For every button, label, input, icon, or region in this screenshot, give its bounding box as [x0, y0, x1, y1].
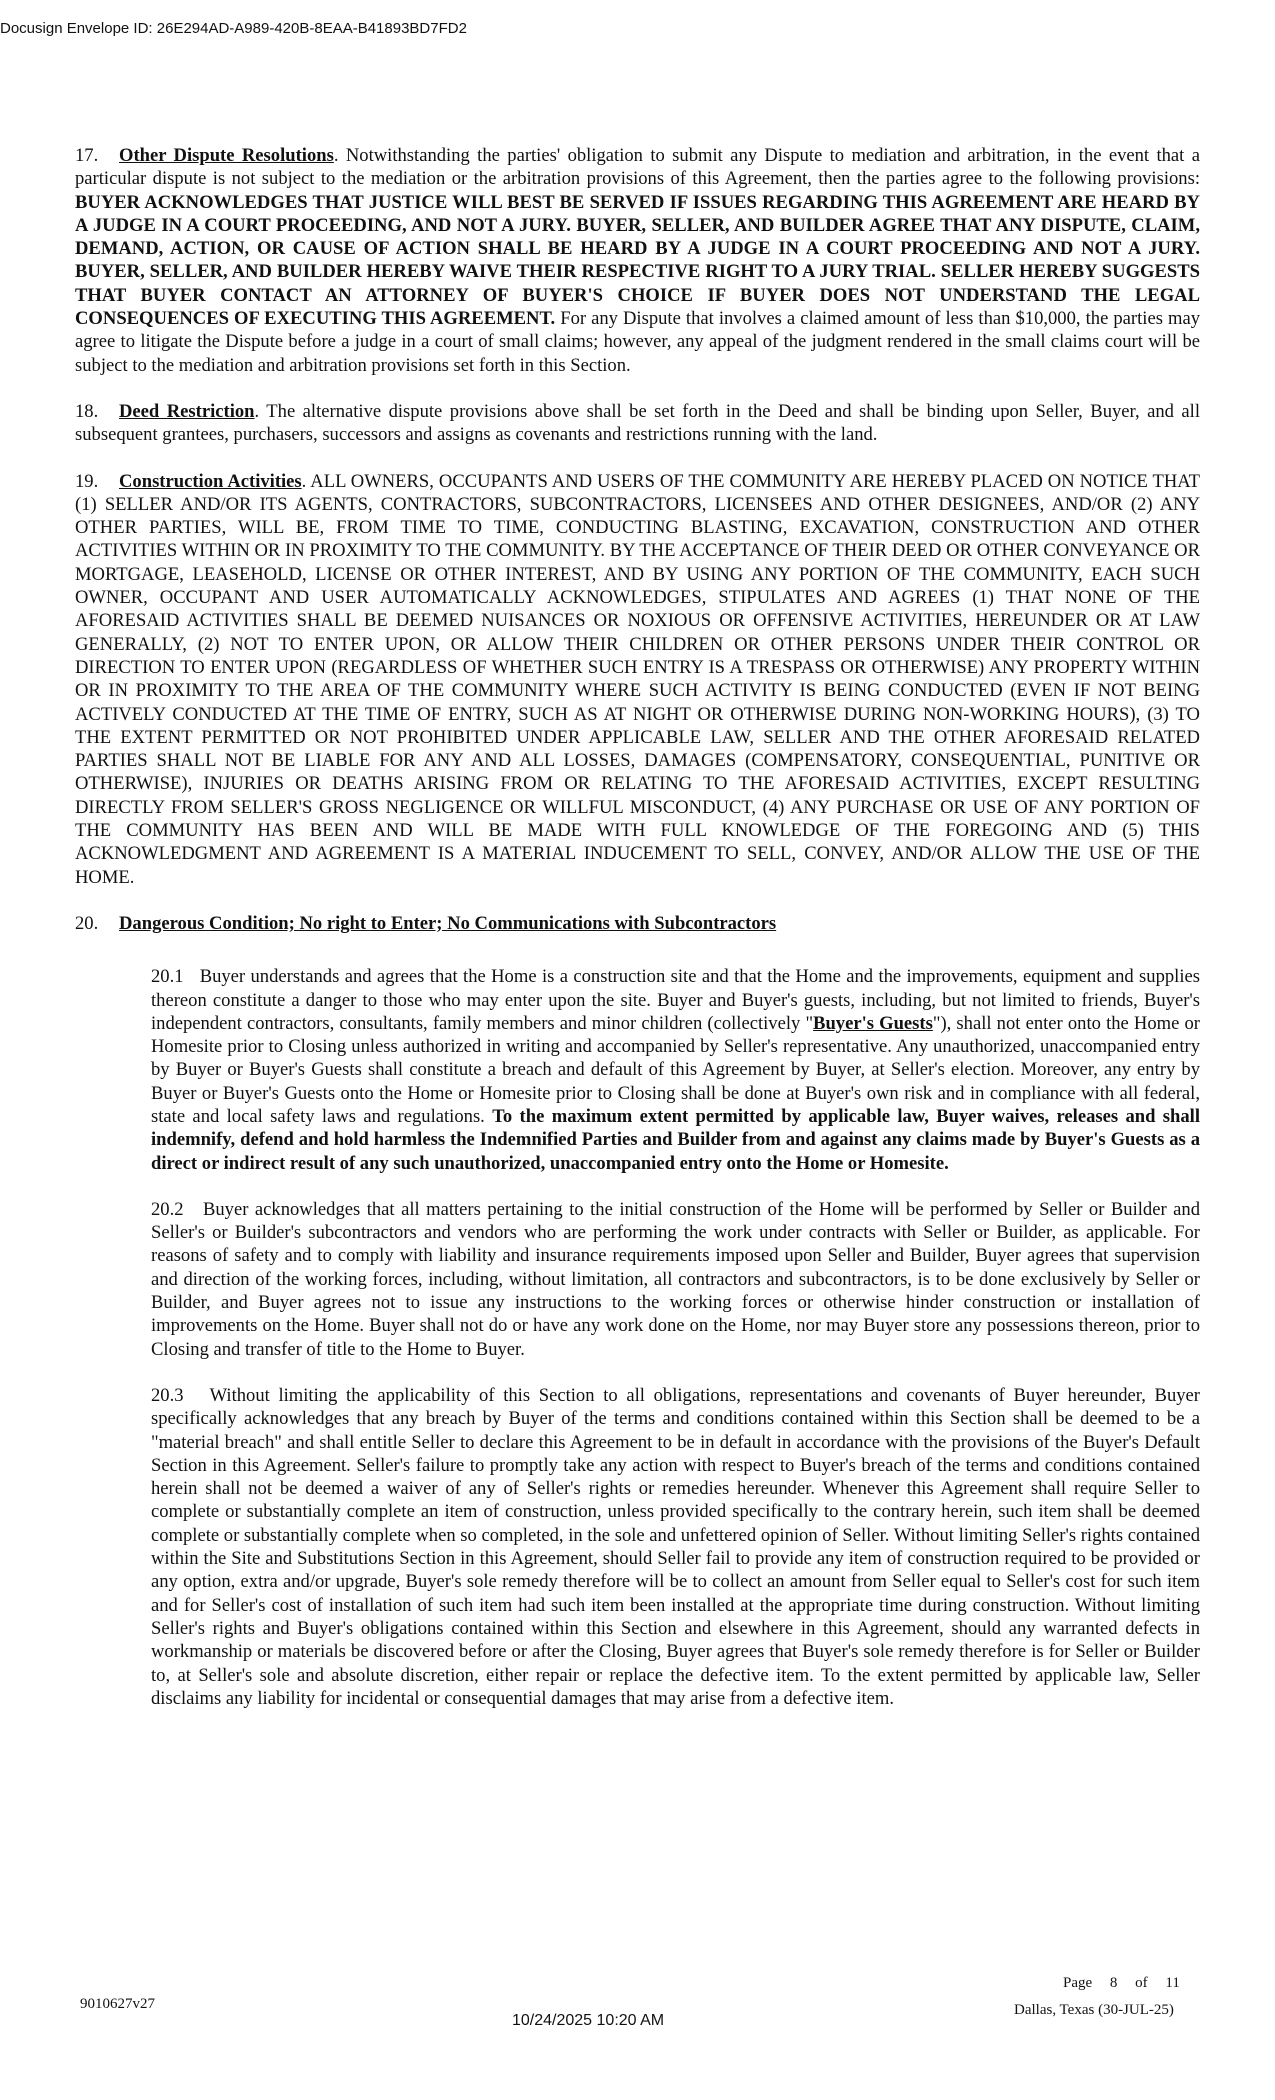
section-number: 19. [75, 470, 99, 492]
subsection-text: "), shall not enter onto the Home or Homesite prior to Closing unless authorized in writing and accompanied by Seller's representative. Any unauthorized, unaccompanied entry by Buyer or Buyer's Guests shall constitute a breach and default of this Agreement by Buyer, at Seller's election. Moreover, any entry by Buyer or Buyer's Guests onto the Home or Homesite prior to Closing shall be done at Buyer's own risk and in compliance with all federal, state and local safety laws and regulations. [151, 1012, 1200, 1127]
subsection-text: Without limiting the applicability of this Section to all obligations, representations and covenants of Buyer hereunder, Buyer specifically acknowledges that any breach by Buyer of the terms and conditions contained within this Section shall be deemed to be a "material breach" and shall entitle Seller to declare this Agreement to be in default in accordance with the provisions of the Buyer's Default Section in this Agreement. Seller's failure to promptly take any action with respect to Buyer's breach of the terms and conditions contained herein shall not be deemed a waiver of any of Seller's rights or remedies hereunder. Whenever this Agreement shall require Seller to complete or substantially complete an item of construction, unless provided specifically to the contrary herein, such item shall be deemed complete or substantially complete when so completed, in the sole and unfettered opinion of Seller. Without limiting Seller's rights contained within the Site and Substitutions Section in this Agreement, should Seller fail to provide any item of construction required to be provided or any option, extra and/or upgrade, Buyer's sole remedy therefore will be to collect an amount from Seller equal to Seller's cost for such item and for Seller's cost of installation of such item had such item been installed at the appropriate time during construction. Without limiting Seller's rights and Buyer's obligations contained within this Section and elsewhere in this Agreement, should any warranted defects in workmanship or materials be discovered before or after the Closing, Buyer agrees that Buyer's sole remedy therefore is for Seller or Builder to, at Seller's sole and absolute discretion, either repair or replace the defective item. To the extent permitted by applicable law, Seller disclaims any liability for incidental or consequential damages that may arise from a defective item. [151, 1384, 1200, 1709]
subsection-number: 20.3 [151, 1384, 184, 1406]
section-title: Other Dispute Resolutions [119, 145, 334, 166]
envelope-id: Docusign Envelope ID: 26E294AD-A989-420B-8EAA-B41893BD7FD2 [0, 20, 467, 37]
page-number: Page 8 of 11 [1063, 1975, 1180, 1991]
subsection-text: Buyer acknowledges that all matters pertaining to the initial construction of the Home will be performed by Seller or Builder and Seller's or Builder's subcontractors and vendors who are performing the work under contracts with Seller or Builder, as applicable. For reasons of safety and to comply with liability and insurance requirements imposed upon Seller and Builder, Buyer agrees that supervision and direction of the working forces, including, without limitation, all contractors and subcontractors, is to be done exclusively by Seller or Builder, and Buyer agrees not to issue any instructions to the working forces or otherwise hinder construction or installation of improvements on the Home. Buyer shall not do or have any work done on the Home, nor may Buyer store any possessions thereon, prior to Closing and transfer of title to the Home to Buyer. [151, 1198, 1200, 1360]
section-title: Construction Activities [119, 470, 302, 492]
section-number: 17. [75, 145, 99, 166]
subsection-number: 20.2 [151, 1198, 184, 1220]
subsection-bold-text: To the maximum extent permitted by applicable law, Buyer waives, releases and shall indemnify, defend and hold harmless the Indemnified Parties and Builder from and against any claims made by Buyer's Guests as a direct or indirect result of any such unauthorized, unaccompanied entry onto the Home or Homesite. [151, 1105, 1201, 1174]
document-body [75, 144, 1200, 1733]
section-bold-text: BUYER ACKNOWLEDGES THAT JUSTICE WILL BEST BE SERVED IF ISSUES REGARDING THIS AGREEMENT ARE HEARD BY A JUDGE IN A COURT PROCEEDING, AND NOT A JURY. BUYER, SELLER, AND BUILDER AGREE THAT ANY DISPUTE, CLAIM, DEMAND, ACTION, OR CAUSE OF ACTION SHALL BE HEARD BY A JUDGE IN A COURT PROCEEDING AND NOT A JURY. BUYER, SELLER, AND BUILDER HEREBY WAIVE THEIR RESPECTIVE RIGHT TO A JURY TRIAL. SELLER HEREBY SUGGESTS THAT BUYER CONTACT AN ATTORNEY OF BUYER'S CHOICE IF BUYER DOES NOT UNDERSTAND THE LEGAL CONSEQUENCES OF EXECUTING THIS AGREEMENT. [75, 191, 1200, 330]
section-20 [75, 912, 1200, 935]
subsection-number: 20.1 [151, 966, 184, 988]
section-20-1 [151, 965, 1200, 1175]
section-text: . Notwithstanding the parties' obligation to submit any Dispute to mediation and arbitration, in the event that a particular dispute is not subject to the mediation or the arbitration provisions of this Agreement, then the parties agree to the following provisions: [75, 145, 1200, 190]
document-id: 9010627v27 [80, 1996, 155, 2012]
section-text: . ALL OWNERS, OCCUPANTS AND USERS OF THE COMMUNITY ARE HEREBY PLACED ON NOTICE THAT (1) SELLER AND/OR ITS AGENTS, CONTRACTORS, SUBCONTRACTORS, LICENSEES AND OTHER DESIGNEES, AND/OR (2) ANY OTHER PARTIES, WILL BE, FROM TIME TO TIME, CONDUCTING BLASTING, EXCAVATION, CONSTRUCTION AND OTHER ACTIVITIES WITHIN OR IN PROXIMITY TO THE COMMUNITY. BY THE ACCEPTANCE OF THEIR DEED OR OTHER CONVEYANCE OR MORTGAGE, LEASEHOLD, LICENSE OR OTHER INTEREST, AND BY USING ANY PORTION OF THE COMMUNITY, EACH SUCH OWNER, OCCUPANT AND USER AUTOMATICALLY ACKNOWLEDGES, STIPULATES AND AGREES (1) THAT NONE OF THE AFORESAID ACTIVITIES SHALL BE DEEMED NUISANCES OR NOXIOUS OR OFFENSIVE ACTIVITIES, HEREUNDER OR AT LAW GENERALLY, (2) NOT TO ENTER UPON, OR ALLOW THEIR CHILDREN OR OTHER PERSONS UNDER THEIR CONTROL OR DIRECTION TO ENTER UPON (REGARDLESS OF WHETHER SUCH ENTRY IS A TRESPASS OR OTHERWISE) ANY PROPERTY WITHIN OR IN PROXIMITY TO THE AREA OF THE COMMUNITY WHERE SUCH ACTIVITY IS BEING CONDUCTED (EVEN IF NOT BEING ACTIVELY CONDUCTED AT THE TIME OF ENTRY, SUCH AS AT NIGHT OR OTHERWISE DURING NON-WORKING HOURS), (3) TO THE EXTENT PERMITTED OR NOT PROHIBITED UNDER APPLICABLE LAW, SELLER AND THE OTHER AFORESAID RELATED PARTIES SHALL NOT BE LIABLE FOR ANY AND ALL LOSSES, DAMAGES (COMPENSATORY, CONSEQUENTIAL, PUNITIVE OR OTHERWISE), INJURIES OR DEATHS ARISING FROM OR RELATING TO THE AFORESAID ACTIVITIES, EXCEPT RESULTING DIRECTLY FROM SELLER'S GROSS NEGLIGENCE OR WILLFUL MISCONDUCT, (4) ANY PURCHASE OR USE OF ANY PORTION OF THE COMMUNITY HAS BEEN AND WILL BE MADE WITH FULL KNOWLEDGE OF THE FOREGOING AND (5) THIS ACKNOWLEDGMENT AND AGREEMENT IS A MATERIAL INDUCEMENT TO SELL, CONVEY, AND/OR ALLOW THE USE OF THE HOME. [75, 470, 1200, 888]
section-20-3 [151, 1384, 1200, 1710]
section-18 [75, 400, 1200, 447]
section-text: . The alternative dispute provisions above shall be set forth in the Deed and shall be binding upon Seller, Buyer, and all subsequent grantees, purchasers, successors and assigns as covenants and restrictions running with the land. [75, 400, 1200, 446]
section-title: Dangerous Condition; No right to Enter; No Communications with Subcontractors [119, 912, 777, 934]
section-17 [75, 144, 1200, 377]
section-text: For any Dispute that involves a claimed amount of less than $10,000, the parties may agree to litigate the Dispute before a judge in a court of small claims; however, any appeal of the judgment rendered in the small claims court will be subject to the mediation and arbitration provisions set forth in this Section. [75, 308, 1200, 376]
subsection-text: Buyer understands and agrees that the Home is a construction site and that the Home and the improvements, equipment and supplies thereon constitute a danger to those who may enter upon the site. Buyer and Buyer's guests, including, but not limited to friends, Buyer's independent contractors, consultants, family members and minor children (collectively " [151, 966, 1200, 1034]
defined-term: Buyer's Guests [813, 1012, 933, 1034]
section-20-2 [151, 1198, 1200, 1361]
section-number: 18. [75, 400, 99, 422]
section-number: 20. [75, 912, 99, 934]
section-title: Deed Restriction [119, 400, 255, 422]
document-city-date: Dallas, Texas (30-JUL-25) [1014, 2002, 1174, 2018]
section-19 [75, 470, 1200, 889]
signing-timestamp: 10/24/2025 10:20 AM [512, 2012, 665, 2029]
